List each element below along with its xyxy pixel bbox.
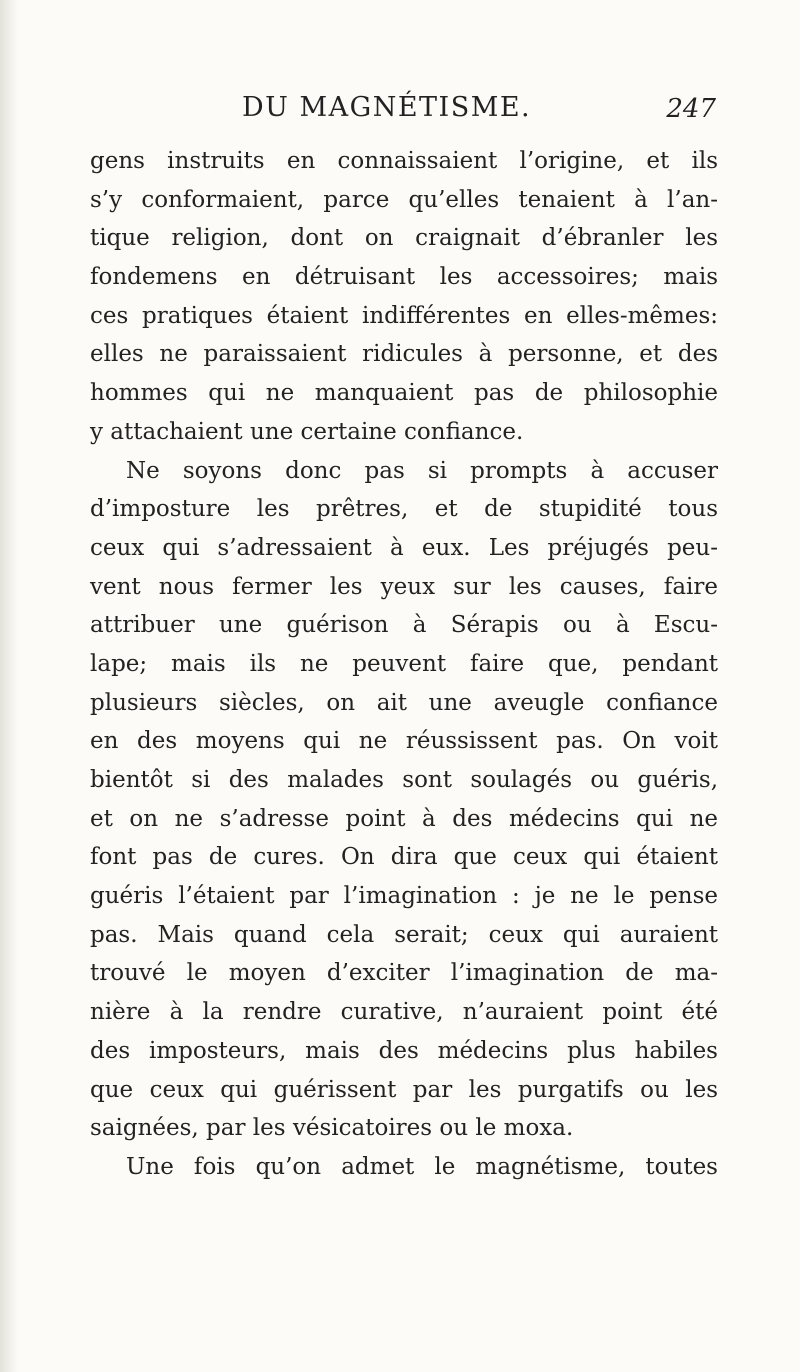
text-line: elles ne paraissaient ridicules à personne, et des: [90, 341, 718, 368]
page-gutter-shadow: [0, 0, 18, 1372]
text-line: lape; mais ils ne peuvent faire que, pendant: [90, 650, 718, 677]
text-line: fondemens en détruisant les accessoires; mais: [90, 264, 718, 291]
text-line: s’y conformaient, parce qu’elles tenaient à l’an-: [90, 186, 718, 213]
text-line: nière à la rendre curative, n’auraient point été: [90, 999, 718, 1026]
text-line: des imposteurs, mais des médecins plus habiles: [90, 1037, 718, 1064]
text-line: tique religion, dont on craignait d’ébranler les: [90, 225, 718, 252]
text-line: pas. Mais quand cela serait; ceux qui auraient: [90, 921, 718, 948]
text-line: bientôt si des malades sont soulagés ou guéris,: [90, 767, 718, 793]
text-line: en des moyens qui ne réussissent pas. On voit: [90, 728, 718, 755]
page-header: [90, 92, 718, 132]
paragraph-start-line: Une fois qu’on admet le magnétisme, toutes: [126, 1153, 718, 1180]
text-line: guéris l’étaient par l’imagination : je ne le pense: [90, 883, 718, 910]
paragraph-end-line: saignées, par les vésicatoires ou le moxa.: [90, 1115, 574, 1142]
text-line: et on ne s’adresse point à des médecins qui ne: [90, 805, 718, 832]
running-head: DU MAGNÉTISME.: [242, 92, 532, 123]
text-line: d’imposture les prêtres, et de stupidité tous: [90, 496, 718, 523]
paragraph-start-line: Ne soyons donc pas si prompts à accuser: [126, 457, 718, 484]
text-line: trouvé le moyen d’exciter l’imagination de ma-: [90, 960, 718, 987]
text-line: font pas de cures. On dira que ceux qui étaient: [90, 844, 718, 871]
text-line: hommes qui ne manquaient pas de philosophie: [90, 380, 718, 407]
body-text: [90, 142, 718, 1187]
text-line: plusieurs siècles, on ait une aveugle confiance: [90, 689, 718, 716]
page-number: 247: [666, 94, 716, 124]
text-line: attribuer une guérison à Sérapis ou à Escu-: [90, 612, 718, 639]
paragraph-end-line: y attachaient une certaine confiance.: [90, 418, 524, 445]
text-line: ceux qui s’adressaient à eux. Les préjugés peu-: [90, 534, 718, 561]
text-line: gens instruits en connaissaient l’origine, et ils: [90, 148, 718, 174]
text-line: que ceux qui guérissent par les purgatifs ou les: [90, 1076, 718, 1103]
text-line: vent nous fermer les yeux sur les causes, faire: [90, 573, 718, 600]
text-line: ces pratiques étaient indifférentes en elles-mêmes:: [90, 302, 718, 329]
